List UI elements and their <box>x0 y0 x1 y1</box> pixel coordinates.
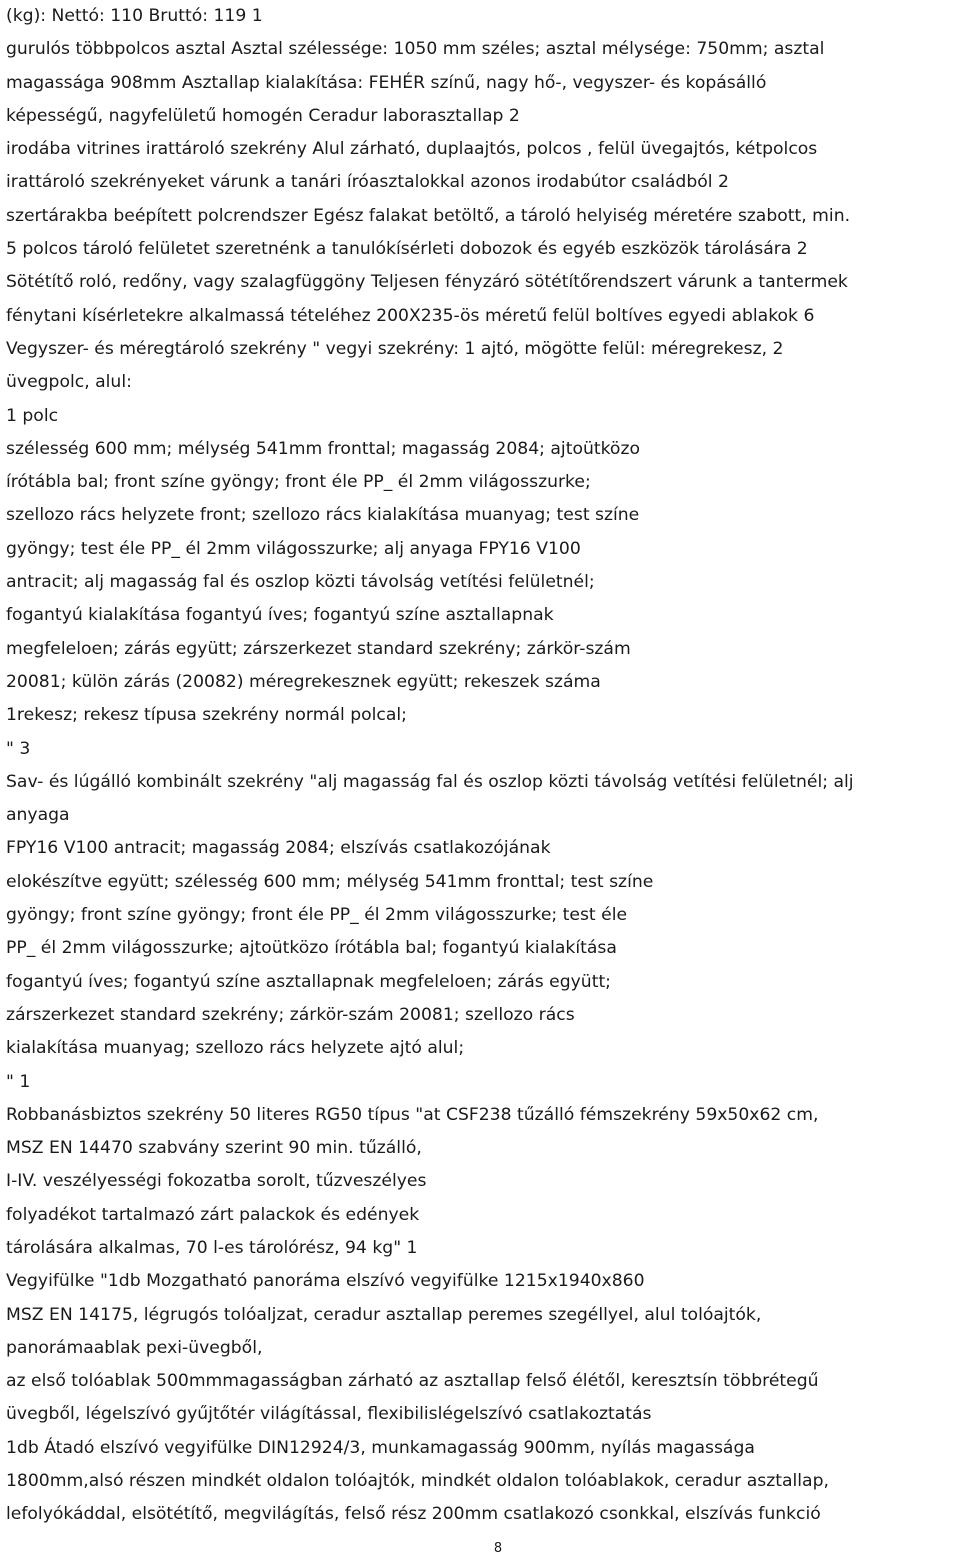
text-line: magassága 908mm Asztallap kialakítása: FEHÉR színű, nagy hő-, vegyszer- és kopásálló <box>6 72 767 93</box>
text-line: írótábla bal; front színe gyöngy; front éle PP_ él 2mm világosszurke; <box>6 472 591 493</box>
text-line: szertárakba beépített polcrendszer Egész falakat betöltő, a tároló helyiség méretére szabott, min. <box>6 205 851 226</box>
document-body <box>6 0 958 1532</box>
text-line: fogantyú kialakítása fogantyú íves; fogantyú színe asztallapnak <box>6 605 554 626</box>
text-line: gyöngy; test éle PP_ él 2mm világosszurke; alj anyaga FPY16 V100 <box>6 538 581 559</box>
text-line: PP_ él 2mm világosszurke; ajtoütközo írótábla bal; fogantyú kialakítása <box>6 938 617 959</box>
text-line: megfeleloen; zárás együtt; zárszerkezet standard szekrény; zárkör-szám <box>6 638 631 659</box>
text-line: 1 polc <box>6 405 59 426</box>
text-line: Vegyszer- és méregtároló szekrény " vegyi szekrény: 1 ajtó, mögötte felül: méregrekesz, 2 <box>6 338 784 359</box>
text-line: kialakítása muanyag; szellozo rács helyzete ajtó alul; <box>6 1038 465 1059</box>
text-line: üvegből, légelszívó gyűjtőtér világítással, flexibilislégelszívó csatlakoztatás <box>6 1404 652 1425</box>
text-line: irodába vitrines irattároló szekrény Alul zárható, duplaajtós, polcos , felül üvegajtós, kétpolcos <box>6 139 818 160</box>
text-line: fénytani kísérletekre alkalmassá tételéhez 200X235-ös méretű felül boltíves egyedi ablakok 6 <box>6 305 815 326</box>
text-line: elokészítve együtt; szélesség 600 mm; mélység 541mm fronttal; test színe <box>6 871 654 892</box>
text-line: üvegpolc, alul: <box>6 372 132 393</box>
text-line: antracit; alj magasság fal és oszlop közti távolság vetítési felületnél; <box>6 572 595 593</box>
text-line: zárszerkezet standard szekrény; zárkör-szám 20081; szellozo rács <box>6 1004 575 1025</box>
page-number: 8 <box>493 1541 503 1556</box>
text-line: Sav- és lúgálló kombinált szekrény "alj magasság fal és oszlop közti távolság vetítési felületnél; alj <box>6 771 854 792</box>
text-line: FPY16 V100 antracit; magasság 2084; elszívás csatlakozójának <box>6 838 551 859</box>
text-line: Sötétítő roló, redőny, vagy szalagfüggöny Teljesen fényzáró sötétítőrendszert várunk a tantermek <box>6 272 848 293</box>
text-line: Vegyifülke "1db Mozgatható panoráma elszívó vegyifülke 1215x1940x860 <box>6 1271 645 1292</box>
text-line: fogantyú íves; fogantyú színe asztallapnak megfeleloen; zárás együtt; <box>6 971 611 992</box>
text-line: I-IV. veszélyességi fokozatba sorolt, tűzveszélyes <box>6 1171 427 1192</box>
text-line: szellozo rács helyzete front; szellozo rács kialakítása muanyag; test színe <box>6 505 640 526</box>
text-line: gyöngy; front színe gyöngy; front éle PP_ él 2mm világosszurke; test éle <box>6 905 628 926</box>
text-line: az első tolóablak 500mmmagasságban zárható az asztallap felső élétől, keresztsín többrétegű <box>6 1371 819 1392</box>
text-line: 1rekesz; rekesz típusa szekrény normál polcal; <box>6 705 407 726</box>
text-line: 5 polcos tároló felületet szeretnénk a tanulókísérleti dobozok és egyéb eszközök tárolására 2 <box>6 239 808 260</box>
text-line: " 3 <box>6 738 31 759</box>
text-line: szélesség 600 mm; mélység 541mm fronttal; magasság 2084; ajtoütközo <box>6 438 640 459</box>
text-line: anyaga <box>6 805 70 826</box>
text-line: irattároló szekrényeket várunk a tanári íróasztalokkal azonos irodabútor családból 2 <box>6 172 729 193</box>
text-line: képességű, nagyfelületű homogén Ceradur laborasztallap 2 <box>6 105 520 126</box>
text-line: folyadékot tartalmazó zárt palackok és edények <box>6 1204 420 1225</box>
text-line: panorámaablak pexi-üvegből, <box>6 1337 263 1358</box>
text-line: 20081; külön zárás (20082) méregrekesznek együtt; rekeszek száma <box>6 671 601 692</box>
text-line: 1800mm,alsó részen mindkét oldalon tolóajtók, mindkét oldalon tolóablakok, ceradur asztallap, <box>6 1471 829 1492</box>
text-line: MSZ EN 14175, légrugós tolóaljzat, ceradur asztallap peremes szegéllyel, alul tolóajtók, <box>6 1304 762 1325</box>
text-line: " 1 <box>6 1071 31 1092</box>
text-line: lefolyókáddal, elsötétítő, megvilágítás, felső rész 200mm csatlakozó csonkkal, elszívás funkció <box>6 1504 821 1525</box>
text-line: MSZ EN 14470 szabvány szerint 90 min. tűzálló, <box>6 1138 422 1159</box>
text-line: (kg): Nettó: 110 Bruttó: 119 1 <box>6 6 263 26</box>
text-line: 1db Átadó elszívó vegyifülke DIN12924/3, munkamagasság 900mm, nyílás magassága <box>6 1437 755 1458</box>
text-line: gurulós többpolcos asztal Asztal szélessége: 1050 mm széles; asztal mélysége: 750mm; asztal <box>6 39 825 60</box>
text-line: tárolására alkalmas, 70 l-es tárolórész, 94 kg" 1 <box>6 1237 418 1258</box>
text-line: Robbanásbiztos szekrény 50 literes RG50 típus "at CSF238 tűzálló fémszekrény 59x50x62 cm, <box>6 1104 819 1125</box>
